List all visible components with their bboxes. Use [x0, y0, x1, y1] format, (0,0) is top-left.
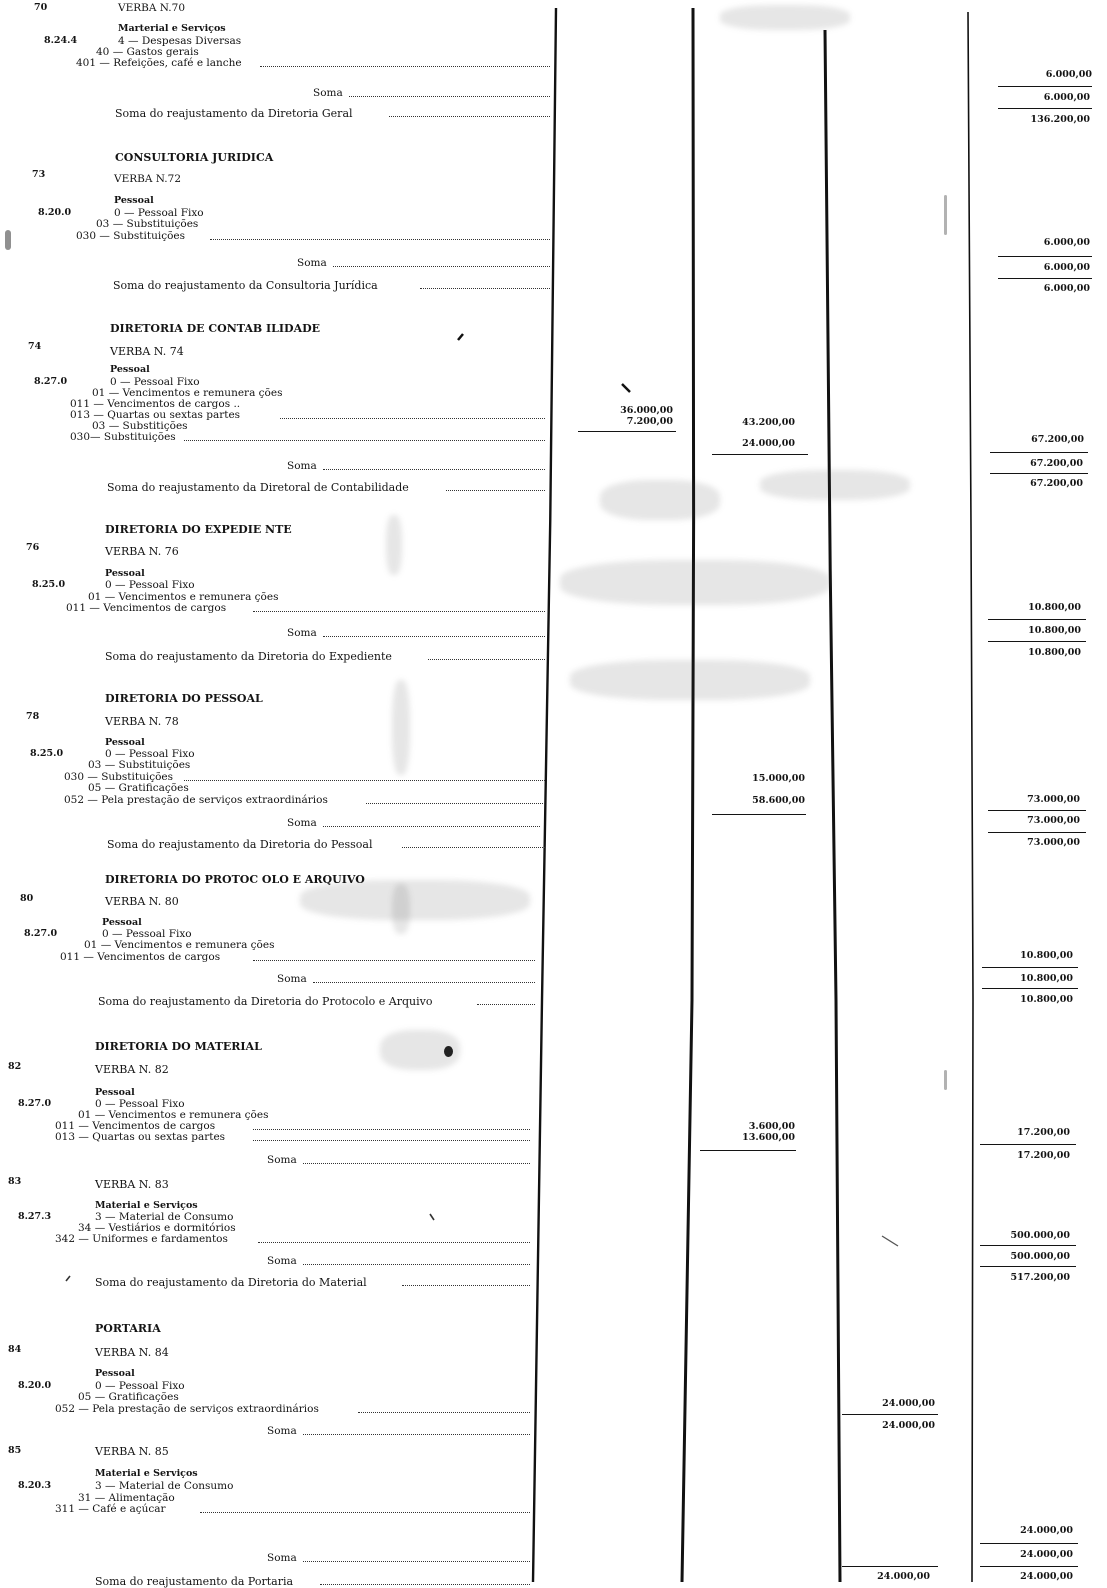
- ledger-line: 03 — Substituições: [96, 218, 199, 230]
- dot-leader: [323, 636, 545, 639]
- sum-rule: [980, 1566, 1078, 1567]
- ledger-line: 401 — Refeições, café e lanche: [76, 57, 242, 69]
- sum-rule: [990, 452, 1088, 453]
- ledger-line: Soma: [287, 460, 317, 472]
- ledger-line: VERBA N.72: [114, 173, 182, 185]
- amount-value: 6.000,00: [1043, 92, 1090, 103]
- dot-leader: [428, 659, 545, 662]
- ledger-line: DIRETORIA DO MATERIAL: [95, 1040, 262, 1053]
- ledger-line: Soma do reajustamento da Diretoria do Material: [95, 1276, 367, 1289]
- dot-leader: [313, 982, 535, 985]
- sum-rule: [988, 619, 1086, 620]
- ledger-line: 311 — Café e açúcar: [55, 1503, 166, 1515]
- ledger-line: 011 — Vencimentos de cargos: [60, 951, 221, 963]
- dot-leader: [389, 116, 550, 119]
- ledger-line: 0 — Pessoal Fixo: [114, 207, 204, 219]
- ledger-line: Soma: [297, 257, 327, 269]
- amount-value: 73.000,00: [1027, 815, 1080, 826]
- ledger-line: 40 — Gastos gerais: [96, 46, 199, 58]
- ledger-line: Pessoal: [105, 737, 145, 748]
- ledger-line: Soma: [267, 1255, 297, 1267]
- ledger-line: Soma do reajustamento da Diretoria do Protocolo e Arquivo: [98, 995, 433, 1008]
- dot-leader: [333, 266, 550, 269]
- ledger-line: 84: [8, 1344, 22, 1355]
- ledger-line: Soma do reajustamento da Portaria: [95, 1575, 294, 1588]
- ledger-line: Pessoal: [105, 568, 145, 579]
- sum-rule: [712, 454, 808, 455]
- amount-value: 10.800,00: [1028, 625, 1081, 636]
- ledger-line: DIRETORIA DO PROTOC OLO E ARQUIVO: [105, 873, 365, 886]
- dot-leader: [320, 1584, 530, 1587]
- sum-rule: [842, 1566, 938, 1567]
- ledger-line: 0 — Pessoal Fixo: [95, 1098, 185, 1110]
- dot-leader: [200, 1512, 530, 1515]
- amount-value: 500.000,00: [1010, 1230, 1070, 1241]
- amount-value: 36.000,00: [620, 405, 673, 416]
- dot-leader: [303, 1163, 530, 1166]
- ledger-line: 05 — Gratificações: [78, 1391, 179, 1403]
- amount-value: 58.600,00: [752, 795, 805, 806]
- ledger-line: 8.27.3: [18, 1211, 52, 1222]
- ledger-line: Material e Serviços: [95, 1200, 198, 1211]
- ledger-line: 01 — Vencimentos e remunera ções: [84, 939, 275, 951]
- ledger-line: 342 — Uniformes e fardamentos: [55, 1233, 228, 1245]
- dot-leader: [280, 418, 545, 421]
- ledger-line: 0 — Pessoal Fixo: [110, 376, 200, 388]
- amount-value: 13.600,00: [742, 1132, 795, 1143]
- ledger-line: 8.27.0: [18, 1098, 52, 1109]
- ledger-line: 01 — Vencimentos e remunera ções: [88, 591, 279, 603]
- ledger-line: VERBA N.70: [118, 2, 186, 14]
- column-divider-3: [825, 30, 840, 1582]
- sum-rule: [988, 641, 1086, 642]
- ledger-line: VERBA N. 85: [95, 1445, 169, 1458]
- ledger-line: 011 — Vencimentos de cargos: [66, 602, 227, 614]
- sum-rule: [982, 967, 1078, 968]
- ledger-line: Soma: [267, 1552, 297, 1564]
- ledger-line: 8.20.0: [18, 1380, 52, 1391]
- amount-value: 67.200,00: [1031, 434, 1084, 445]
- ledger-line: 74: [28, 341, 42, 352]
- ledger-line: Marterial e Serviços: [118, 23, 226, 34]
- ledger-line: 0 — Pessoal Fixo: [95, 1380, 185, 1392]
- dot-leader: [477, 1004, 535, 1007]
- ledger-line: PORTARIA: [95, 1322, 161, 1335]
- ledger-line: 0 — Pessoal Fixo: [102, 928, 192, 940]
- sum-rule: [980, 1144, 1076, 1145]
- dot-leader: [323, 469, 545, 472]
- ledger-line: Soma do reajustamento da Diretoria Geral: [115, 107, 353, 120]
- ledger-line: 70: [34, 2, 48, 13]
- ledger-line: 03 — Substitições: [92, 420, 188, 432]
- sum-rule: [700, 1150, 796, 1151]
- sum-rule: [980, 1266, 1076, 1267]
- amount-value: 24.000,00: [877, 1571, 930, 1582]
- ledger-line: 83: [8, 1176, 22, 1187]
- dot-leader: [349, 96, 550, 99]
- dot-leader: [358, 1412, 530, 1415]
- ledger-line: VERBA N. 80: [105, 895, 179, 908]
- ledger-line: 030— Substituições: [70, 431, 176, 443]
- dot-leader: [253, 960, 535, 963]
- ledger-line: VERBA N. 78: [105, 715, 179, 728]
- amount-value: 7.200,00: [626, 416, 673, 427]
- ledger-line: Soma: [287, 627, 317, 639]
- ledger-line: 030 — Substituições: [76, 230, 186, 242]
- dot-leader: [303, 1434, 530, 1437]
- ledger-line: 85: [8, 1445, 22, 1456]
- dot-leader: [303, 1561, 530, 1564]
- sum-rule: [998, 278, 1092, 279]
- dot-leader: [402, 1285, 530, 1288]
- amount-value: 10.800,00: [1020, 994, 1073, 1005]
- ledger-line: DIRETORIA DE CONTAB ILIDADE: [110, 322, 321, 335]
- amount-value: 10.800,00: [1020, 973, 1073, 984]
- ledger-line: 011 — Vencimentos de cargos: [55, 1120, 216, 1132]
- ledger-line: 3 — Material de Consumo: [95, 1211, 234, 1223]
- dot-leader: [184, 440, 545, 443]
- ledger-line: Soma: [287, 817, 317, 829]
- amount-value: 24.000,00: [1020, 1525, 1073, 1536]
- dot-leader: [366, 803, 545, 806]
- sum-rule: [980, 1543, 1078, 1544]
- dot-leader: [253, 1140, 530, 1143]
- ledger-line: Pessoal: [114, 195, 154, 206]
- amount-value: 3.600,00: [748, 1121, 795, 1132]
- ledger-line: 80: [20, 893, 34, 904]
- ledger-line: 011 — Vencimentos de cargos ..: [70, 398, 241, 410]
- amount-value: 6.000,00: [1043, 262, 1090, 273]
- sum-rule: [998, 108, 1092, 109]
- ledger-line: Soma do reajustamento da Consultoria Jurídica: [113, 279, 378, 292]
- amount-value: 10.800,00: [1020, 950, 1073, 961]
- amount-value: 24.000,00: [882, 1420, 935, 1431]
- ledger-line: 82: [8, 1061, 22, 1072]
- ledger-line: 4 — Despesas Diversas: [118, 35, 242, 47]
- ledger-line: 03 — Substituições: [88, 759, 191, 771]
- ledger-line: VERBA N. 74: [110, 345, 184, 358]
- ledger-line: 3 — Material de Consumo: [95, 1480, 234, 1492]
- amount-value: 24.000,00: [882, 1398, 935, 1409]
- amount-value: 6.000,00: [1043, 237, 1090, 248]
- amount-value: 15.000,00: [752, 773, 805, 784]
- ledger-line: Pessoal: [95, 1087, 135, 1098]
- sum-rule: [998, 256, 1092, 257]
- amount-value: 43.200,00: [742, 417, 795, 428]
- dot-leader: [402, 847, 545, 850]
- ledger-line: 8.27.0: [24, 928, 58, 939]
- ledger-line: 76: [26, 542, 40, 553]
- amount-value: 73.000,00: [1027, 794, 1080, 805]
- ledger-line: 052 — Pela prestação de serviços extraordinários: [55, 1403, 319, 1415]
- dot-leader: [253, 1129, 530, 1132]
- column-divider-4: [968, 12, 974, 1582]
- amount-value: 24.000,00: [1020, 1571, 1073, 1582]
- ledger-line: Soma do reajustamento da Diretoria do Expediente: [105, 650, 392, 663]
- ledger-line: 052 — Pela prestação de serviços extraordinários: [64, 794, 328, 806]
- ledger-line: 8.20.3: [18, 1480, 52, 1491]
- dot-leader: [446, 490, 545, 493]
- amount-value: 517.200,00: [1010, 1272, 1070, 1283]
- dot-leader: [258, 1242, 530, 1245]
- ledger-line: 05 — Gratificações: [88, 782, 189, 794]
- ledger-line: 73: [32, 169, 46, 180]
- ledger-line: 013 — Quartas ou sextas partes: [70, 409, 241, 421]
- amount-value: 67.200,00: [1030, 478, 1083, 489]
- amount-value: 6.000,00: [1043, 283, 1090, 294]
- ledger-line: Soma: [313, 87, 343, 99]
- ledger-line: VERBA N. 76: [105, 545, 179, 558]
- ledger-line: 31 — Alimentação: [78, 1492, 175, 1504]
- ledger-line: VERBA N. 83: [95, 1178, 169, 1191]
- ledger-line: 8.27.0: [34, 376, 68, 387]
- dot-leader: [420, 288, 550, 291]
- column-divider-2: [682, 8, 694, 1582]
- ledger-line: 0 — Pessoal Fixo: [105, 748, 195, 760]
- amount-value: 67.200,00: [1030, 458, 1083, 469]
- ledger-line: Soma do reajustamento da Diretoral de Contabilidade: [107, 481, 409, 494]
- ledger-line: 8.25.0: [30, 748, 64, 759]
- ledger-line: Soma do reajustamento da Diretoria do Pessoal: [107, 838, 373, 851]
- amount-value: 136.200,00: [1030, 114, 1090, 125]
- dot-leader: [184, 780, 545, 783]
- sum-rule: [842, 1414, 938, 1415]
- amount-value: 24.000,00: [1020, 1549, 1073, 1560]
- ledger-line: 01 — Vencimentos e remunera ções: [78, 1109, 269, 1121]
- ledger-line: 8.24.4: [44, 35, 78, 46]
- ledger-line: Soma: [267, 1425, 297, 1437]
- sum-rule: [988, 810, 1086, 811]
- ledger-line: 78: [26, 711, 40, 722]
- ledger-line: CONSULTORIA JURIDICA: [115, 151, 274, 164]
- ledger-line: 013 — Quartas ou sextas partes: [55, 1131, 226, 1143]
- amount-value: 6.000,00: [1045, 69, 1092, 80]
- ledger-line: DIRETORIA DO EXPEDIE NTE: [105, 523, 292, 536]
- amount-value: 24.000,00: [742, 438, 795, 449]
- sum-rule: [712, 814, 806, 815]
- amount-value: 10.800,00: [1028, 602, 1081, 613]
- amount-value: 10.800,00: [1028, 647, 1081, 658]
- ledger-line: 34 — Vestiários e dormitórios: [78, 1222, 236, 1234]
- ledger-line: VERBA N. 82: [95, 1063, 169, 1076]
- sum-rule: [980, 1245, 1076, 1246]
- ledger-line: Soma: [267, 1154, 297, 1166]
- dot-leader: [253, 611, 545, 614]
- sum-rule: [988, 832, 1086, 833]
- ledger-line: Material e Serviços: [95, 1468, 198, 1479]
- ledger-line: Pessoal: [95, 1368, 135, 1379]
- ledger-line: Pessoal: [110, 364, 150, 375]
- ledger-line: 030 — Substituições: [64, 771, 174, 783]
- ledger-line: DIRETORIA DO PESSOAL: [105, 692, 263, 705]
- amount-value: 500.000,00: [1010, 1251, 1070, 1262]
- amount-value: 17.200,00: [1017, 1127, 1070, 1138]
- amount-value: 17.200,00: [1017, 1150, 1070, 1161]
- dot-leader: [260, 66, 550, 69]
- ledger-line: 8.20.0: [38, 207, 72, 218]
- sum-rule: [578, 431, 676, 432]
- ledger-line: 0 — Pessoal Fixo: [105, 579, 195, 591]
- ledger-line: VERBA N. 84: [95, 1346, 169, 1359]
- dot-leader: [303, 1264, 530, 1267]
- sum-rule: [982, 988, 1078, 989]
- sum-rule: [998, 86, 1092, 87]
- dot-leader: [210, 239, 550, 242]
- ledger-line: 8.25.0: [32, 579, 66, 590]
- ledger-line: Pessoal: [102, 917, 142, 928]
- column-divider-1: [533, 8, 556, 1582]
- ledger-line: Soma: [277, 973, 307, 985]
- ledger-line: 01 — Vencimentos e remunera ções: [92, 387, 283, 399]
- dot-leader: [323, 826, 540, 829]
- sum-rule: [990, 473, 1088, 474]
- amount-value: 73.000,00: [1027, 837, 1080, 848]
